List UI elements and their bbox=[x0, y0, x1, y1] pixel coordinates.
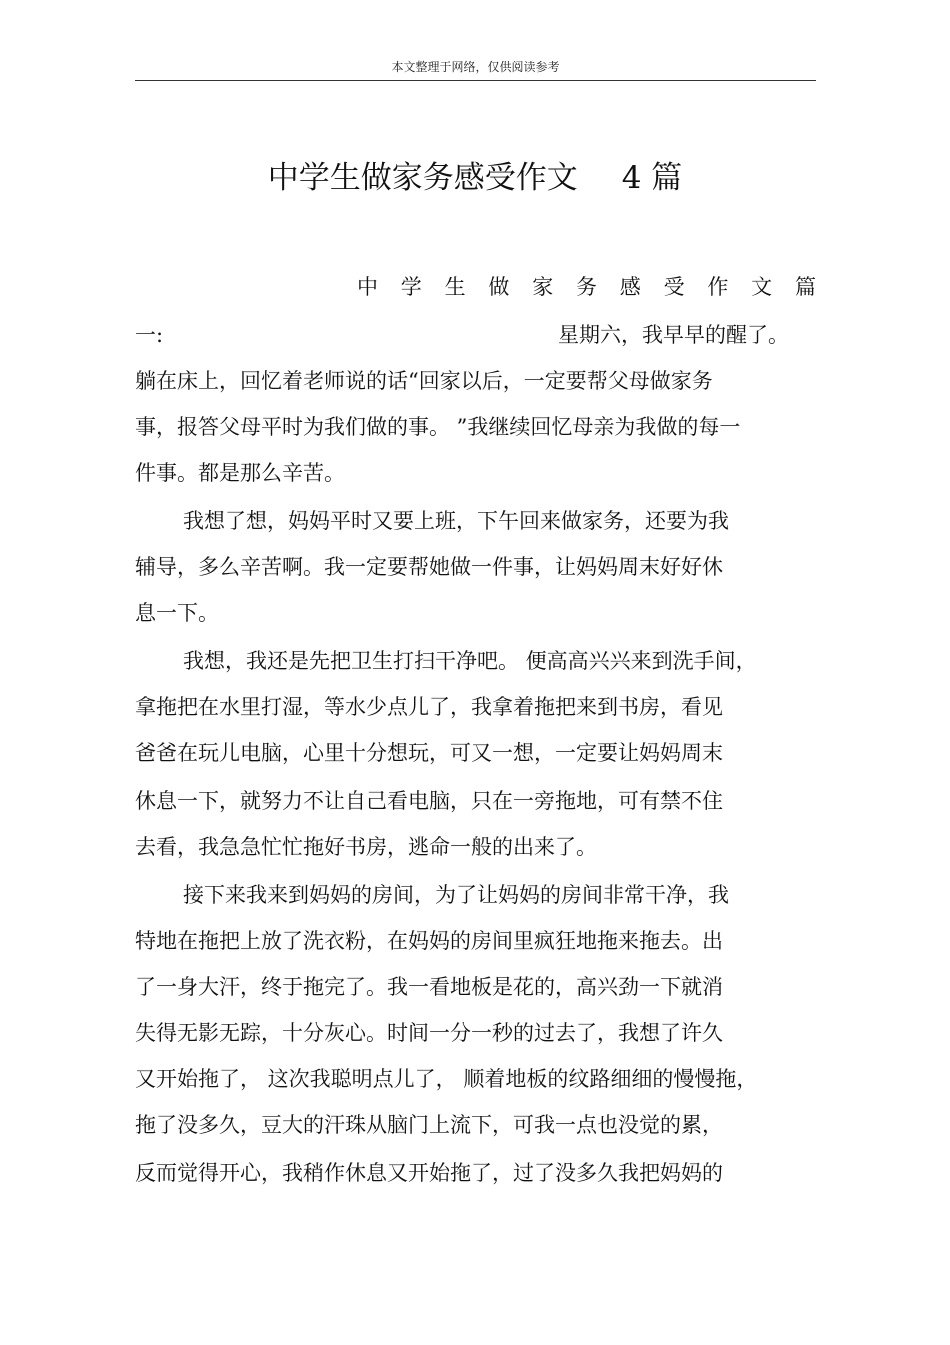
section-heading bbox=[357, 272, 816, 302]
heading-char: 感 bbox=[619, 275, 641, 299]
body-line: 我想了想，妈妈平时又要上班，下午回来做家务，还要为我 bbox=[183, 509, 729, 533]
body-line: 失得无影无踪，十分灰心。时间一分一秒的过去了，我想了许久 bbox=[135, 1021, 723, 1045]
heading-char: 生 bbox=[444, 275, 466, 299]
heading-char: 做 bbox=[488, 275, 510, 299]
body-line: 反而觉得开心，我稍作休息又开始拖了，过了没多久我把妈妈的 bbox=[135, 1161, 723, 1185]
body-line: 件事。都是那么辛苦。 bbox=[135, 461, 345, 485]
body-line: 一: bbox=[135, 323, 164, 347]
body-line: 躺在床上，回忆着老师说的话“回家以后，一定要帮父母做家务 bbox=[135, 369, 713, 393]
title-main: 中学生做家务感受作文 bbox=[267, 160, 578, 196]
body-line: 又开始拖了， 这次我聪明点儿了， 顺着地板的纹路细细的慢慢拖， bbox=[135, 1067, 758, 1091]
heading-char: 学 bbox=[400, 275, 422, 299]
heading-char: 受 bbox=[663, 275, 685, 299]
body-line: 去看，我急急忙忙拖好书房，逃命一般的出来了。 bbox=[135, 835, 597, 859]
body-line: 休息一下，就努力不让自己看电脑，只在一旁拖地，可有禁不住 bbox=[135, 789, 723, 813]
body-line: 了一身大汗，终于拖完了。我一看地板是花的，高兴劲一下就消 bbox=[135, 975, 723, 999]
body-line: 拿拖把在水里打湿，等水少点儿了，我拿着拖把来到书房，看见 bbox=[135, 695, 723, 719]
body-line: 爸爸在玩儿电脑，心里十分想玩，可又一想，一定要让妈妈周末 bbox=[135, 741, 723, 765]
body-line: 我想，我还是先把卫生打扫干净吧。 便高高兴兴来到洗手间， bbox=[183, 649, 757, 673]
header-divider bbox=[135, 80, 816, 81]
body-line: 事，报答父母平时为我们做的事。 ”我继续回忆母亲为我做的每一 bbox=[135, 415, 741, 439]
body-line: 息一下。 bbox=[135, 601, 219, 625]
heading-char: 文 bbox=[751, 275, 773, 299]
heading-char: 家 bbox=[532, 275, 554, 299]
heading-char: 作 bbox=[707, 275, 729, 299]
body-line: 拖了没多久，豆大的汗珠从脑门上流下，可我一点也没觉的累， bbox=[135, 1113, 723, 1137]
body-line: 辅导，多么辛苦啊。我一定要帮她做一件事，让妈妈周末好好休 bbox=[135, 555, 723, 579]
body-line: 特地在拖把上放了洗衣粉，在妈妈的房间里疯狂地拖来拖去。出 bbox=[135, 929, 723, 953]
heading-char: 务 bbox=[575, 275, 597, 299]
body-line: 星期六，我早早的醒了。 bbox=[558, 323, 789, 347]
heading-char: 篇 bbox=[794, 275, 816, 299]
document-title bbox=[0, 152, 950, 197]
body-line: 接下来我来到妈妈的房间，为了让妈妈的房间非常干净，我 bbox=[183, 883, 729, 907]
heading-char: 中 bbox=[357, 275, 378, 299]
page-header: 本文整理于网络，仅供阅读参考 bbox=[391, 60, 560, 74]
title-count: 4 篇 bbox=[621, 160, 683, 196]
